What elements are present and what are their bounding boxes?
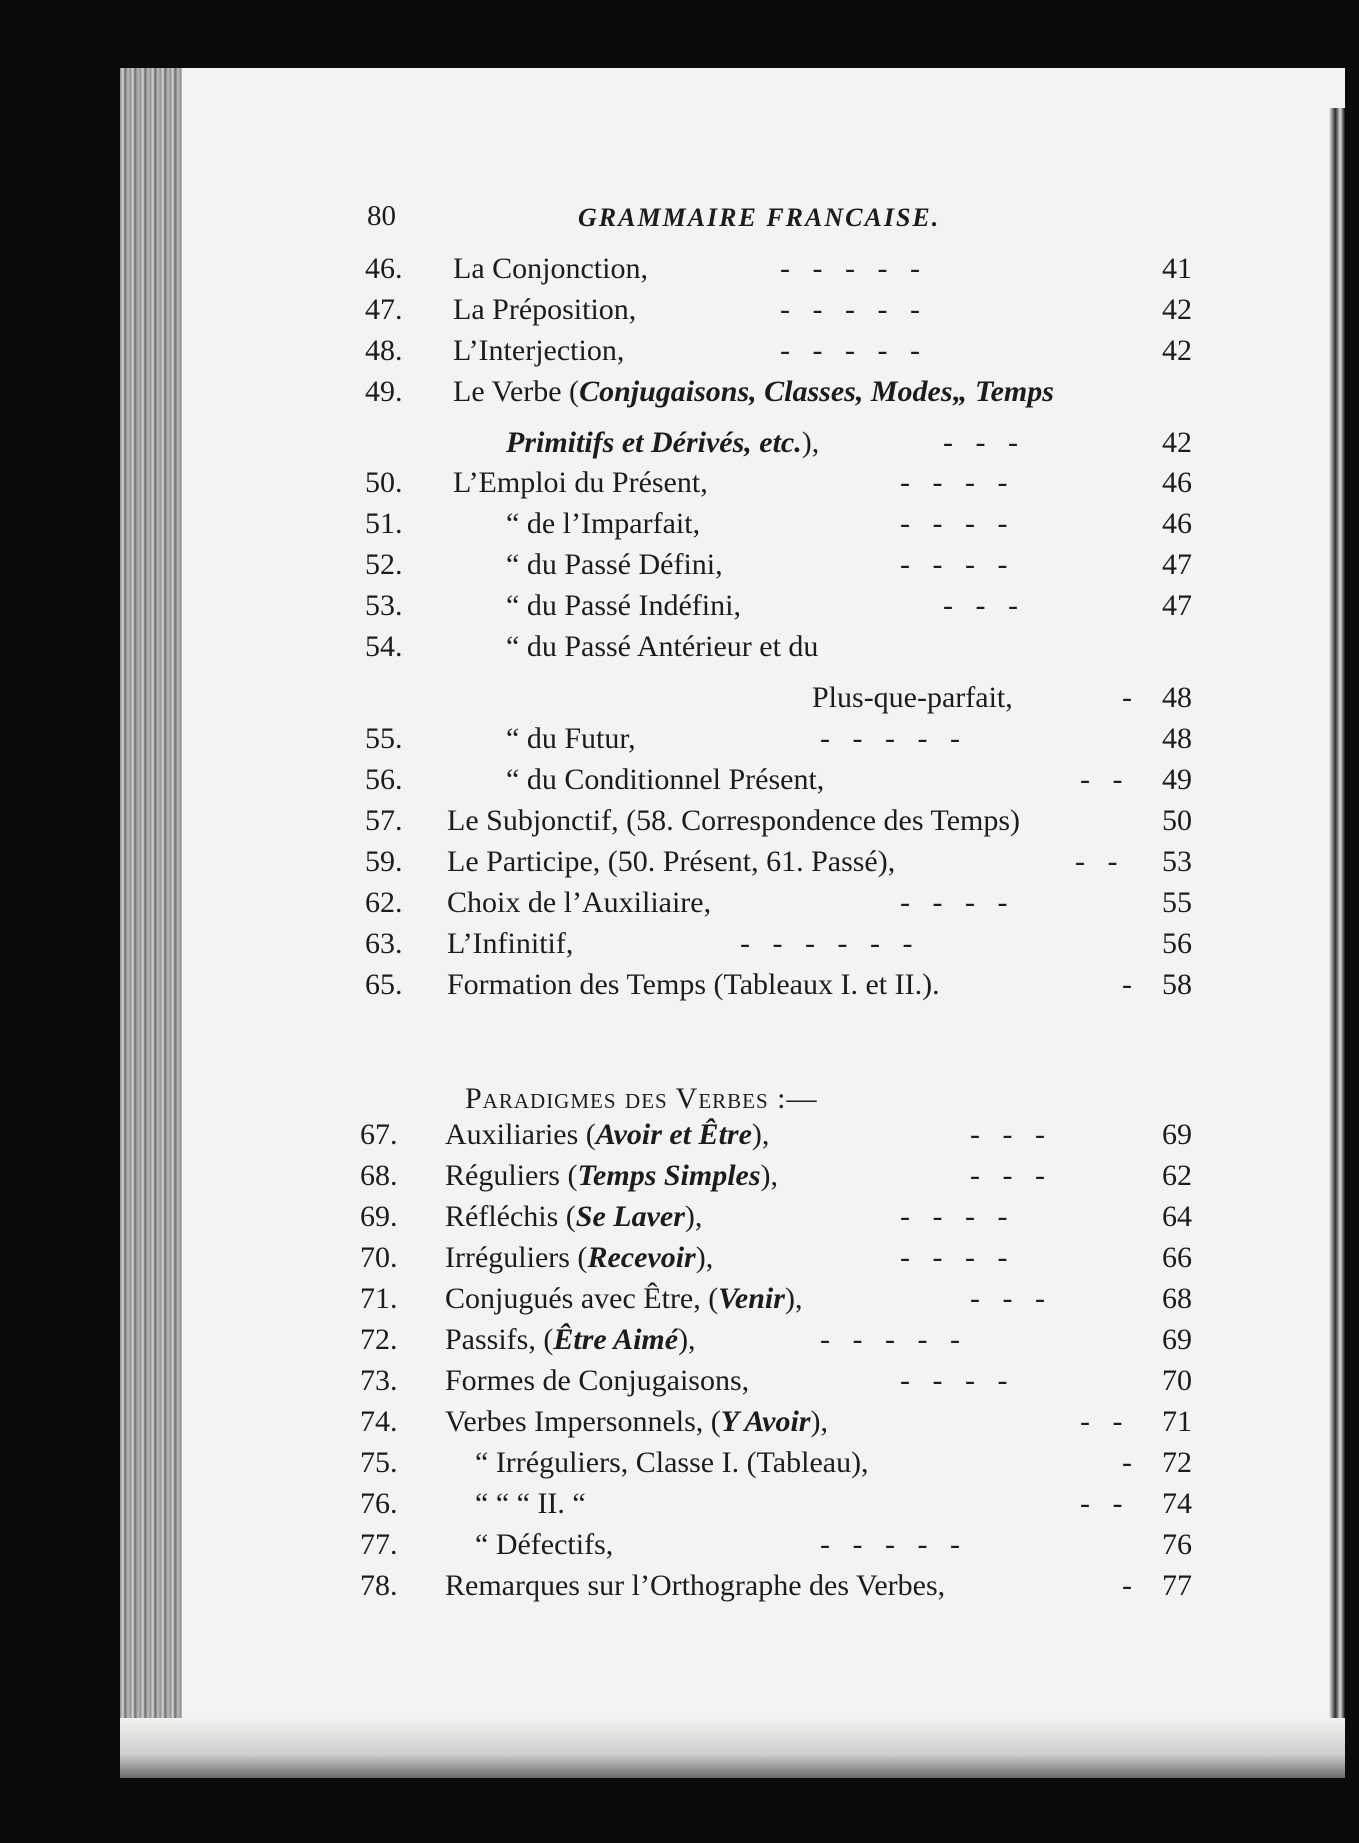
page-number: 80 <box>367 200 396 232</box>
toc-page-number: 76 <box>1162 1528 1192 1561</box>
toc-entry-title <box>445 1403 828 1441</box>
toc-page-number: 42 <box>1162 293 1192 326</box>
toc-entry-italic-text: Venir <box>718 1282 785 1315</box>
toc-entry-number: 68. <box>360 1159 398 1192</box>
toc-entry-title <box>445 1198 702 1236</box>
toc-entry-number: 73. <box>360 1364 398 1397</box>
toc-entry-number: 53. <box>365 589 403 622</box>
toc-page-number: 69 <box>1162 1118 1192 1151</box>
toc-entry-number: 69. <box>360 1200 398 1233</box>
toc-entry-italic-text: Conjugaisons, Classes, Modes„ Temps <box>579 375 1054 408</box>
toc-leader-dashes: - <box>1122 968 1132 1001</box>
toc-entry-text: L’Emploi du Présent, <box>453 466 708 499</box>
toc-page-number: 46 <box>1162 507 1192 540</box>
toc-entry-text: “ du Futur, <box>506 722 636 755</box>
toc-entry-number: 72. <box>360 1323 398 1356</box>
toc-entry-number: 59. <box>365 845 403 878</box>
toc-entry-number: 55. <box>365 722 403 755</box>
toc-entry-text: Le Subjonctif, (58. Correspondence des Temps) <box>447 804 1021 837</box>
toc-entry-title <box>506 587 741 625</box>
toc-page-number: 53 <box>1162 845 1192 878</box>
toc-entry-number: 74. <box>360 1405 398 1438</box>
toc-entry-title <box>445 1157 778 1195</box>
toc-entry-title <box>506 424 819 462</box>
toc-entry-title <box>506 546 723 584</box>
toc-entry-text: “ du Conditionnel Présent, <box>506 763 825 796</box>
toc-leader-dashes: - - - - <box>900 1364 1008 1397</box>
toc-page-number: 50 <box>1162 804 1192 837</box>
page-content <box>120 68 1345 1778</box>
toc-entry <box>120 332 1270 370</box>
toc-entry-text-after: ), <box>751 1118 770 1151</box>
toc-entry <box>120 587 1270 625</box>
toc-entry <box>120 1444 1270 1482</box>
toc-leader-dashes: - - - - <box>900 886 1008 919</box>
toc-entry-text: Réguliers ( <box>445 1159 578 1192</box>
toc-leader-dashes: - - <box>1080 1487 1123 1520</box>
toc-entry-title <box>475 1485 586 1523</box>
toc-entry-number: 49. <box>365 375 403 408</box>
toc-leader-dashes: - - - - - <box>780 293 920 326</box>
toc-page-number: 48 <box>1162 722 1192 755</box>
toc-entry-title <box>475 1526 613 1564</box>
toc-entry-number: 78. <box>360 1569 398 1602</box>
toc-entry-title <box>445 1239 713 1277</box>
toc-entry <box>120 1116 1270 1154</box>
toc-entry-italic-text: Y Avoir <box>720 1405 811 1438</box>
toc-page-number: 58 <box>1162 968 1192 1001</box>
book-page <box>120 68 1345 1778</box>
toc-entry-italic-text: Primitifs et Dérivés, etc. <box>506 426 802 459</box>
toc-entry <box>120 291 1270 329</box>
toc-entry-title <box>445 1321 696 1359</box>
toc-page-number: 64 <box>1162 1200 1192 1233</box>
toc-entry <box>120 250 1270 288</box>
toc-entry-title <box>447 843 895 881</box>
toc-entry-number: 48. <box>365 334 403 367</box>
toc-leader-dashes: - <box>1122 1446 1132 1479</box>
toc-entry-title <box>445 1116 769 1154</box>
toc-entry-text: “ du Passé Indéfini, <box>506 589 741 622</box>
toc-entry-title <box>447 802 1020 840</box>
toc-entry <box>120 464 1270 502</box>
toc-entry <box>120 761 1270 799</box>
toc-leader-dashes: - - - - - <box>820 1323 960 1356</box>
toc-entry <box>120 925 1270 963</box>
toc-leader-dashes: - - - <box>943 589 1018 622</box>
toc-page-number: 70 <box>1162 1364 1192 1397</box>
toc-leader-dashes: - - - - <box>900 548 1008 581</box>
toc-entry-title <box>447 884 711 922</box>
toc-entry-title <box>506 761 824 799</box>
toc-entry-number: 75. <box>360 1446 398 1479</box>
toc-entry <box>120 1198 1270 1236</box>
toc-leader-dashes: - - - <box>970 1118 1045 1151</box>
toc-entry-text: Remarques sur l’Orthographe des Verbes, <box>445 1569 946 1602</box>
toc-entry-title <box>475 1444 869 1482</box>
toc-entry-title <box>445 1567 945 1605</box>
toc-page-number: 68 <box>1162 1282 1192 1315</box>
toc-leader-dashes: - - - - - <box>820 722 960 755</box>
toc-entry <box>120 1157 1270 1195</box>
toc-entry-title <box>453 464 708 502</box>
toc-page-number: 41 <box>1162 252 1192 285</box>
toc-entry <box>120 505 1270 543</box>
toc-entry-italic-text: Se Laver <box>575 1200 685 1233</box>
toc-entry-text: La Conjonction, <box>453 252 648 285</box>
toc-leader-dashes: - - - - <box>900 507 1008 540</box>
toc-entry-italic-text: Recevoir <box>587 1241 696 1274</box>
toc-entry-number: 77. <box>360 1528 398 1561</box>
toc-entry-number: 63. <box>365 927 403 960</box>
toc-page-number: 74 <box>1162 1487 1192 1520</box>
toc-entry-text: Plus-que-parfait, <box>812 681 1013 714</box>
toc-leader-dashes: - - - - - - <box>740 927 913 960</box>
toc-entry-title <box>506 720 636 758</box>
toc-page-number: 42 <box>1162 334 1192 367</box>
toc-leader-dashes: - - - - <box>900 466 1008 499</box>
toc-entry-number: 47. <box>365 293 403 326</box>
toc-entry-title <box>447 966 940 1004</box>
toc-entry-text: “ du Passé Défini, <box>506 548 723 581</box>
toc-entry-text: L’Interjection, <box>453 334 625 367</box>
toc-entry-text-after: ), <box>760 1159 779 1192</box>
toc-entry-italic-text: Temps Simples <box>577 1159 761 1192</box>
toc-entry-title <box>453 291 636 329</box>
toc-leader-dashes: - - <box>1075 845 1118 878</box>
toc-page-number: 62 <box>1162 1159 1192 1192</box>
toc-entry <box>120 1362 1270 1400</box>
toc-page-number: 47 <box>1162 589 1192 622</box>
running-title: GRAMMAIRE FRANCAISE. <box>578 203 941 232</box>
toc-entry <box>120 679 1270 717</box>
toc-entry <box>120 720 1270 758</box>
toc-entry-title <box>506 505 700 543</box>
toc-entry-text: “ du Passé Antérieur et du <box>506 630 819 663</box>
toc-entry-title <box>445 1362 749 1400</box>
toc-entry <box>120 546 1270 584</box>
toc-entry-text-after: ), <box>678 1323 696 1356</box>
toc-entry <box>120 1239 1270 1277</box>
toc-entry-title <box>453 332 624 370</box>
toc-entry-number: 46. <box>365 252 403 285</box>
toc-entry-number: 62. <box>365 886 403 919</box>
toc-entry-text: Formes de Conjugaisons, <box>445 1364 750 1397</box>
toc-page-number: 49 <box>1162 763 1192 796</box>
toc-entry <box>120 843 1270 881</box>
toc-leader-dashes: - - - <box>970 1159 1045 1192</box>
toc-entry-title <box>812 679 1013 717</box>
toc-page-number: 77 <box>1162 1569 1192 1602</box>
section-heading: Paradigmes des Verbes :— <box>465 1082 818 1115</box>
toc-leader-dashes: - - - <box>943 426 1018 459</box>
toc-leader-dashes: - - - - - <box>780 334 920 367</box>
toc-entry-text-after: ), <box>810 1405 828 1438</box>
toc-entry-number: 76. <box>360 1487 398 1520</box>
toc-entry-text-after: ), <box>801 426 820 459</box>
toc-page-number: 42 <box>1162 426 1192 459</box>
toc-leader-dashes: - - <box>1080 1405 1123 1438</box>
toc-entry-number: 57. <box>365 804 403 837</box>
toc-entry-text: Le Verbe ( <box>453 375 580 408</box>
toc-entry <box>120 1567 1270 1605</box>
toc-entry <box>120 1280 1270 1318</box>
toc-entry <box>120 1321 1270 1359</box>
toc-entry <box>120 1485 1270 1523</box>
toc-page-number: 55 <box>1162 886 1192 919</box>
toc-entry-text: Passifs, ( <box>445 1323 554 1356</box>
toc-entry-text: “ “ “ II. “ <box>475 1487 586 1520</box>
toc-entry-number: 50. <box>365 466 403 499</box>
toc-entry-number: 65. <box>365 968 403 1001</box>
toc-entry-text: Choix de l’Auxiliaire, <box>447 886 712 919</box>
toc-leader-dashes: - <box>1122 1569 1132 1602</box>
toc-page-number: 69 <box>1162 1323 1192 1356</box>
toc-entry <box>120 966 1270 1004</box>
toc-entry-text: La Préposition, <box>453 293 637 326</box>
toc-entry-title <box>453 250 648 288</box>
toc-entry-title <box>453 373 1054 411</box>
toc-page-number: 72 <box>1162 1446 1192 1479</box>
toc-entry-text: Verbes Impersonnels, ( <box>445 1405 721 1438</box>
toc-entry <box>120 424 1270 462</box>
toc-entry-title <box>447 925 573 963</box>
toc-page-number: 56 <box>1162 927 1192 960</box>
toc-page-number: 71 <box>1162 1405 1192 1438</box>
toc-entry-number: 54. <box>365 630 403 663</box>
toc-entry-text: Conjugués avec Être, ( <box>445 1282 719 1315</box>
toc-entry <box>120 1526 1270 1564</box>
toc-entry-number: 51. <box>365 507 403 540</box>
toc-leader-dashes: - <box>1122 681 1132 714</box>
toc-entry-text-after: ), <box>695 1241 714 1274</box>
toc-entry-number: 71. <box>360 1282 398 1315</box>
toc-entry-title <box>445 1280 802 1318</box>
toc-page-number: 47 <box>1162 548 1192 581</box>
toc-entry-text: Le Participe, (50. Présent, 61. Passé), <box>447 845 896 878</box>
toc-entry <box>120 373 1270 411</box>
toc-entry-title <box>506 628 818 666</box>
toc-leader-dashes: - - - - <box>900 1241 1008 1274</box>
toc-entry-text: Réfléchis ( <box>445 1200 576 1233</box>
toc-entry-text: L’Infinitif, <box>447 927 574 960</box>
toc-entry-text: “ de l’Imparfait, <box>506 507 701 540</box>
toc-entry-text-after: ), <box>784 1282 803 1315</box>
toc-leader-dashes: - - <box>1080 763 1123 796</box>
toc-page-number: 66 <box>1162 1241 1192 1274</box>
toc-entry-italic-text: Avoir et Être <box>595 1118 752 1151</box>
toc-entry-number: 56. <box>365 763 403 796</box>
toc-entry-text-after: ), <box>684 1200 703 1233</box>
toc-entry-text: “ Défectifs, <box>475 1528 614 1561</box>
toc-leader-dashes: - - - - <box>900 1200 1008 1233</box>
toc-entry-text: Auxiliaries ( <box>445 1118 596 1151</box>
toc-leader-dashes: - - - - - <box>780 252 920 285</box>
toc-entry-text: “ Irréguliers, Classe I. (Tableau), <box>475 1446 869 1479</box>
toc-entry-number: 70. <box>360 1241 398 1274</box>
toc-entry <box>120 884 1270 922</box>
toc-entry-italic-text: Être Aimé <box>553 1323 679 1356</box>
toc-leader-dashes: - - - <box>970 1282 1045 1315</box>
toc-entry-text: Formation des Temps (Tableaux I. et II.). <box>447 968 940 1001</box>
toc-entry <box>120 628 1270 666</box>
toc-entry <box>120 1403 1270 1441</box>
toc-entry-text: Irréguliers ( <box>445 1241 588 1274</box>
toc-entry <box>120 802 1270 840</box>
toc-leader-dashes: - - - - - <box>820 1528 960 1561</box>
toc-page-number: 48 <box>1162 681 1192 714</box>
toc-entry-number: 52. <box>365 548 403 581</box>
toc-page-number: 46 <box>1162 466 1192 499</box>
toc-entry-number: 67. <box>360 1118 398 1151</box>
